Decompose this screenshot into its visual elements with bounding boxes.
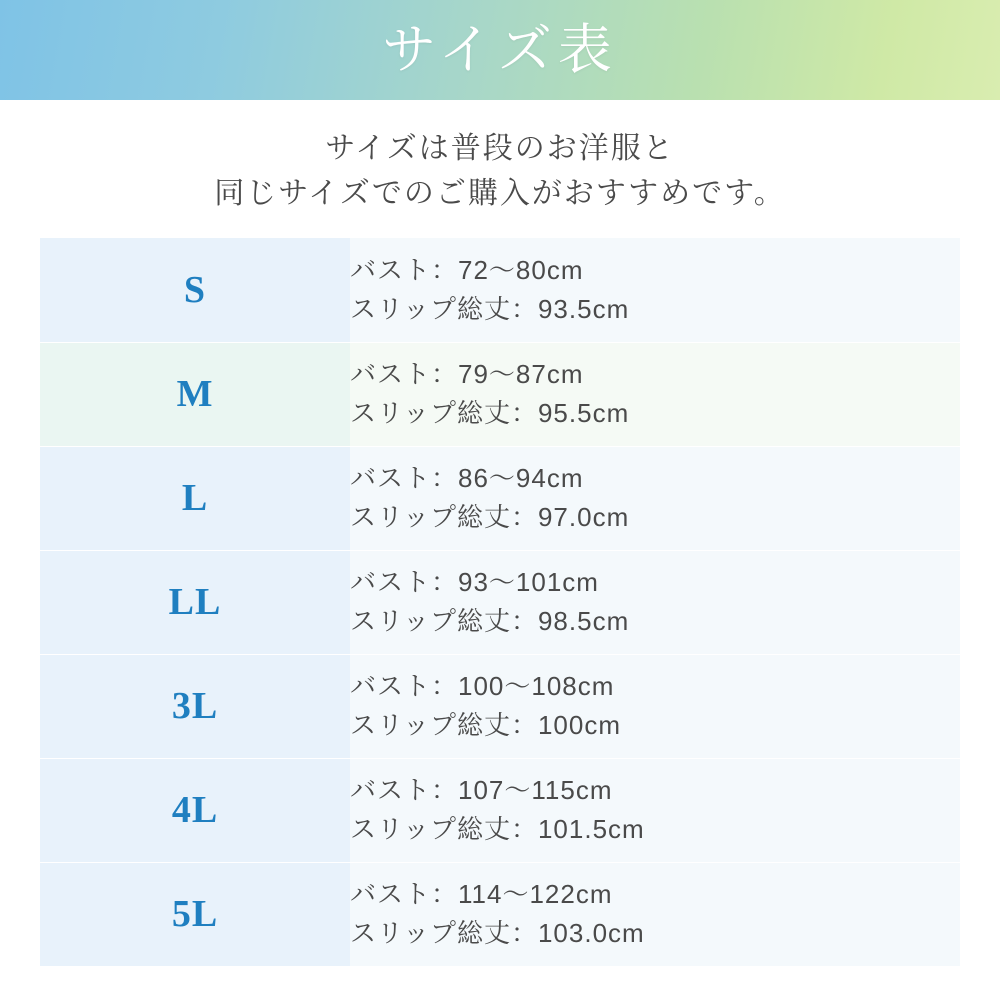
bust-measure: バスト：86〜94cm	[350, 463, 584, 493]
bust-measure: バスト：100〜108cm	[350, 671, 615, 701]
size-label: S	[40, 238, 350, 342]
bust-measure: バスト：72〜80cm	[350, 254, 584, 285]
page-title: サイズ表	[382, 20, 618, 80]
size-detail	[350, 446, 960, 550]
intro-line-1: サイズは普段のお洋服と	[325, 132, 675, 165]
size-label: M	[40, 342, 350, 446]
bust-measure: バスト：93〜101cm	[350, 567, 599, 597]
slip-length: スリップ総丈：98.5cm	[350, 606, 630, 636]
table-row	[40, 758, 960, 862]
table-row	[40, 446, 960, 550]
bust-measure: バスト：79〜87cm	[350, 359, 584, 389]
bust-measure: バスト：107〜115cm	[350, 775, 613, 805]
size-table	[40, 238, 960, 967]
size-detail	[350, 758, 960, 862]
table-row	[40, 342, 960, 446]
size-detail	[350, 862, 960, 966]
intro-line-2: 同じサイズでのご購入がおすすめです。	[214, 177, 786, 210]
slip-length: スリップ総丈：95.5cm	[350, 398, 630, 428]
size-detail	[350, 342, 960, 446]
header-banner	[0, 0, 1000, 100]
table-row	[40, 654, 960, 758]
intro-text	[0, 126, 1000, 216]
table-row	[40, 862, 960, 966]
size-label: 3L	[40, 654, 350, 758]
slip-length: スリップ総丈：101.5cm	[350, 814, 645, 844]
size-label: 4L	[40, 758, 350, 862]
table-row	[40, 550, 960, 654]
table-row	[40, 238, 960, 342]
size-detail	[350, 550, 960, 654]
size-detail	[350, 654, 960, 758]
slip-length: スリップ総丈：100cm	[350, 710, 621, 740]
size-label: L	[40, 446, 350, 550]
slip-length: スリップ総丈：103.0cm	[350, 918, 645, 948]
slip-length: スリップ総丈：93.5cm	[350, 293, 630, 324]
size-label: 5L	[40, 862, 350, 966]
size-detail	[350, 238, 960, 342]
bust-measure: バスト：114〜122cm	[350, 879, 613, 909]
slip-length: スリップ総丈：97.0cm	[350, 502, 630, 532]
size-label: LL	[40, 550, 350, 654]
